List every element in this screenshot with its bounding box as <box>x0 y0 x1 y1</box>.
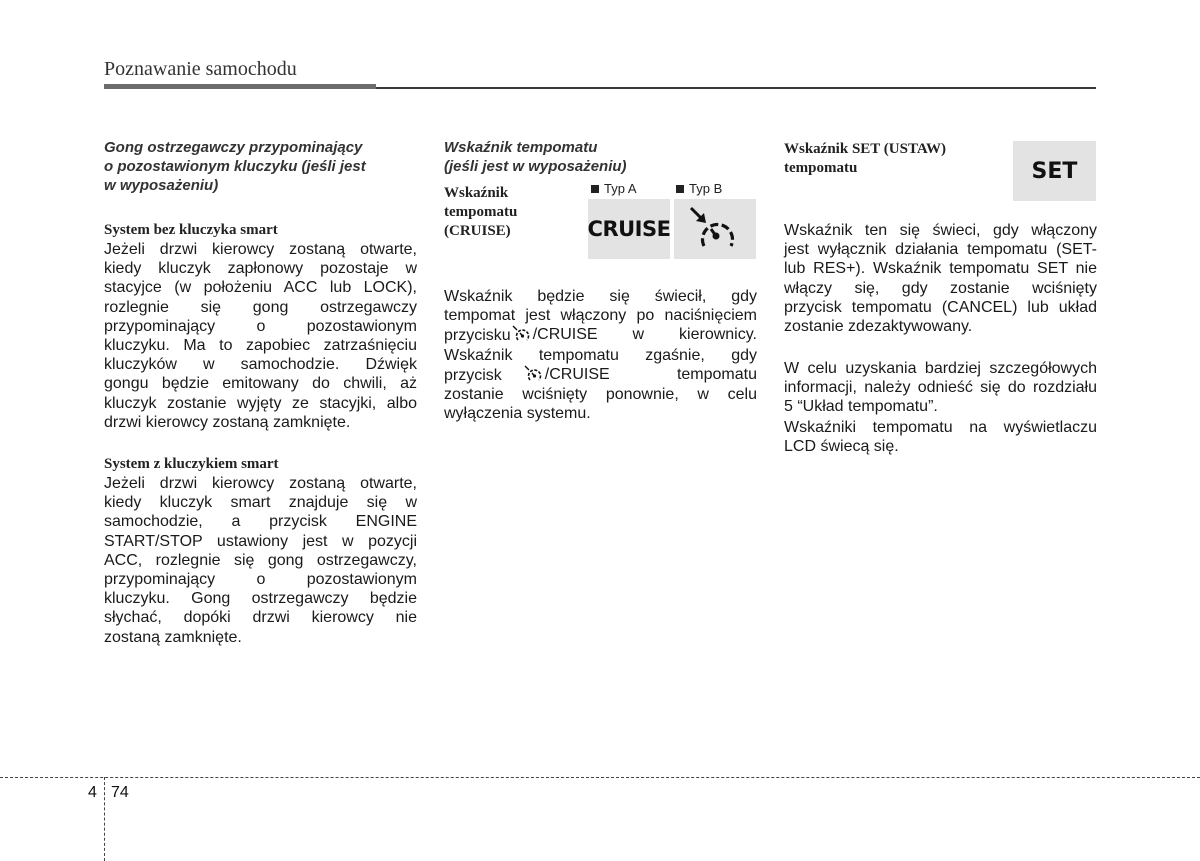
text-line: jest wyłącznik działania tempomatu (SET- <box>784 241 1097 259</box>
text-line-with-icon <box>444 325 757 345</box>
text-line: drzwi kierowcy zostaną zamknięte. <box>104 413 351 431</box>
subheading-no-smart-key: System bez kluczyka smart <box>104 222 278 238</box>
label-line: tempomatu <box>444 204 518 220</box>
cruise-indicator-text: CRUISE <box>587 217 671 241</box>
footer-vertical-dashed-rule <box>104 777 105 861</box>
text-line: informacji, należy odnieść się do rozdziału <box>784 379 1097 397</box>
label-line: Wskaźnik <box>444 185 509 201</box>
text-line: Wskaźnik ten się świeci, gdy włączony <box>784 222 1097 239</box>
section-heading-set <box>784 140 1004 178</box>
text-fragment: przycisk <box>444 366 502 384</box>
header-rule-thin <box>376 87 1096 89</box>
cruise-indicator-type-b <box>674 199 756 259</box>
text-line: lub RES+). Wskaźnik tempomatu SET nie <box>784 260 1097 278</box>
text-line: gongu będzie emitowany do chwili, aż <box>104 375 417 393</box>
text-line: kluczyku. Gong ostrzegawczy będzie <box>104 590 417 608</box>
text-line: Wskaźnik tempomatu zgaśnie, gdy <box>444 346 757 364</box>
heading-line: tempomatu <box>784 160 858 176</box>
text-line: zostanie wciśnięty ponownie, w celu <box>444 386 757 404</box>
text-line: kluczyk zostanie wyjęty ze stacyjki, albo <box>104 394 417 412</box>
text-line: Wskaźnik będzie się świecił, gdy <box>444 288 757 305</box>
set-indicator-text: SET <box>1031 158 1078 184</box>
text-line: samochodzie, a przycisk ENGINE <box>104 513 417 531</box>
text-line: wyłączenia systemu. <box>444 405 591 423</box>
legend-square-icon <box>676 185 684 193</box>
heading-line: Gong ostrzegawczy przypominający <box>104 139 363 156</box>
paragraph-set-1 <box>784 221 1097 336</box>
legend-type-b <box>676 181 722 196</box>
text-line: zostanie zdezaktywowany. <box>784 318 973 336</box>
paragraph-set-3 <box>784 418 1097 456</box>
paragraph-no-smart-key <box>104 240 417 432</box>
text-line: przypominający o pozostawionym <box>104 571 417 589</box>
header-rule-thick <box>104 84 376 89</box>
text-line: przycisk tempomatu (CANCEL) lub układ <box>784 298 1097 316</box>
heading-line: (jeśli jest w wyposażeniu) <box>444 158 627 175</box>
text-fragment: przycisku <box>444 327 511 345</box>
text-line: kluczyków w samochodzie. Dźwięk <box>104 356 417 374</box>
legend-square-icon <box>591 185 599 193</box>
text-fragment: /CRUISE tempomatu <box>544 365 757 383</box>
text-line: Jeżeli drzwi kierowcy zostaną otwarte, <box>104 475 417 492</box>
text-line: START/STOP ustawiony jest w pozycji <box>104 532 417 550</box>
paragraph-cruise <box>444 287 757 423</box>
paragraph-set-2 <box>784 359 1097 417</box>
heading-line: Wskaźnik SET (USTAW) <box>784 141 946 157</box>
legend-label: Typ A <box>604 181 637 196</box>
section-heading-chime <box>104 138 424 195</box>
text-line: zostaną zamknięte. <box>104 628 242 646</box>
text-line: kluczyku. Ma to zapobiec zatrzaśnięciu <box>104 337 417 355</box>
legend-label: Typ B <box>689 181 723 196</box>
section-heading-cruise <box>444 138 764 176</box>
footer-dashed-rule <box>0 777 1200 778</box>
chapter-number: 4 <box>88 784 97 801</box>
text-line: słychać, dopóki drzwi kierowcy nie <box>104 609 417 627</box>
text-line: włączy się, gdy zostanie wciśnięty <box>784 279 1097 297</box>
running-header: Poznawanie samochodu <box>104 58 297 80</box>
text-line: ACC, rozlegnie się gong ostrzegawczy, <box>104 551 417 569</box>
cruise-indicator-type-a <box>588 199 670 259</box>
text-line: kiedy kluczyk zapłonowy pozostaje w <box>104 260 417 278</box>
text-line: przypominający o pozostawionym <box>104 317 417 335</box>
cruise-indicator-label <box>444 184 517 241</box>
heading-line: w wyposażeniu) <box>104 177 219 194</box>
label-line: (CRUISE) <box>444 223 511 239</box>
text-line: Jeżeli drzwi kierowcy zostaną otwarte, <box>104 241 417 258</box>
text-line: tempomat jest włączony po naciśnięciem <box>444 307 757 325</box>
legend-type-a <box>591 181 637 196</box>
text-line: rozlegnie się gong ostrzegawczy <box>104 298 417 316</box>
text-fragment: /CRUISE w kierownicy. <box>532 326 757 344</box>
set-indicator <box>1013 141 1096 201</box>
heading-line: o pozostawionym kluczyku (jeśli jest <box>104 158 366 175</box>
cruise-gauge-icon <box>674 199 756 259</box>
text-line: 5 “Układ tempomatu”. <box>784 398 938 416</box>
text-line: kiedy kluczyk smart znajduje się w <box>104 494 417 512</box>
cruise-button-icon <box>524 365 544 383</box>
text-line: LCD świecą się. <box>784 438 899 456</box>
paragraph-smart-key <box>104 474 417 647</box>
heading-line: Wskaźnik tempomatu <box>444 139 598 156</box>
text-line: W celu uzyskania bardziej szczegółowych <box>784 360 1097 377</box>
cruise-button-icon <box>512 325 532 343</box>
text-line: Wskaźniki tempomatu na wyświetlaczu <box>784 419 1097 436</box>
text-line: stacyjce (w położeniu ACC lub LOCK), <box>104 279 417 297</box>
page-number: 74 <box>111 784 129 801</box>
subheading-smart-key: System z kluczykiem smart <box>104 456 279 472</box>
text-line-with-icon <box>444 365 757 385</box>
